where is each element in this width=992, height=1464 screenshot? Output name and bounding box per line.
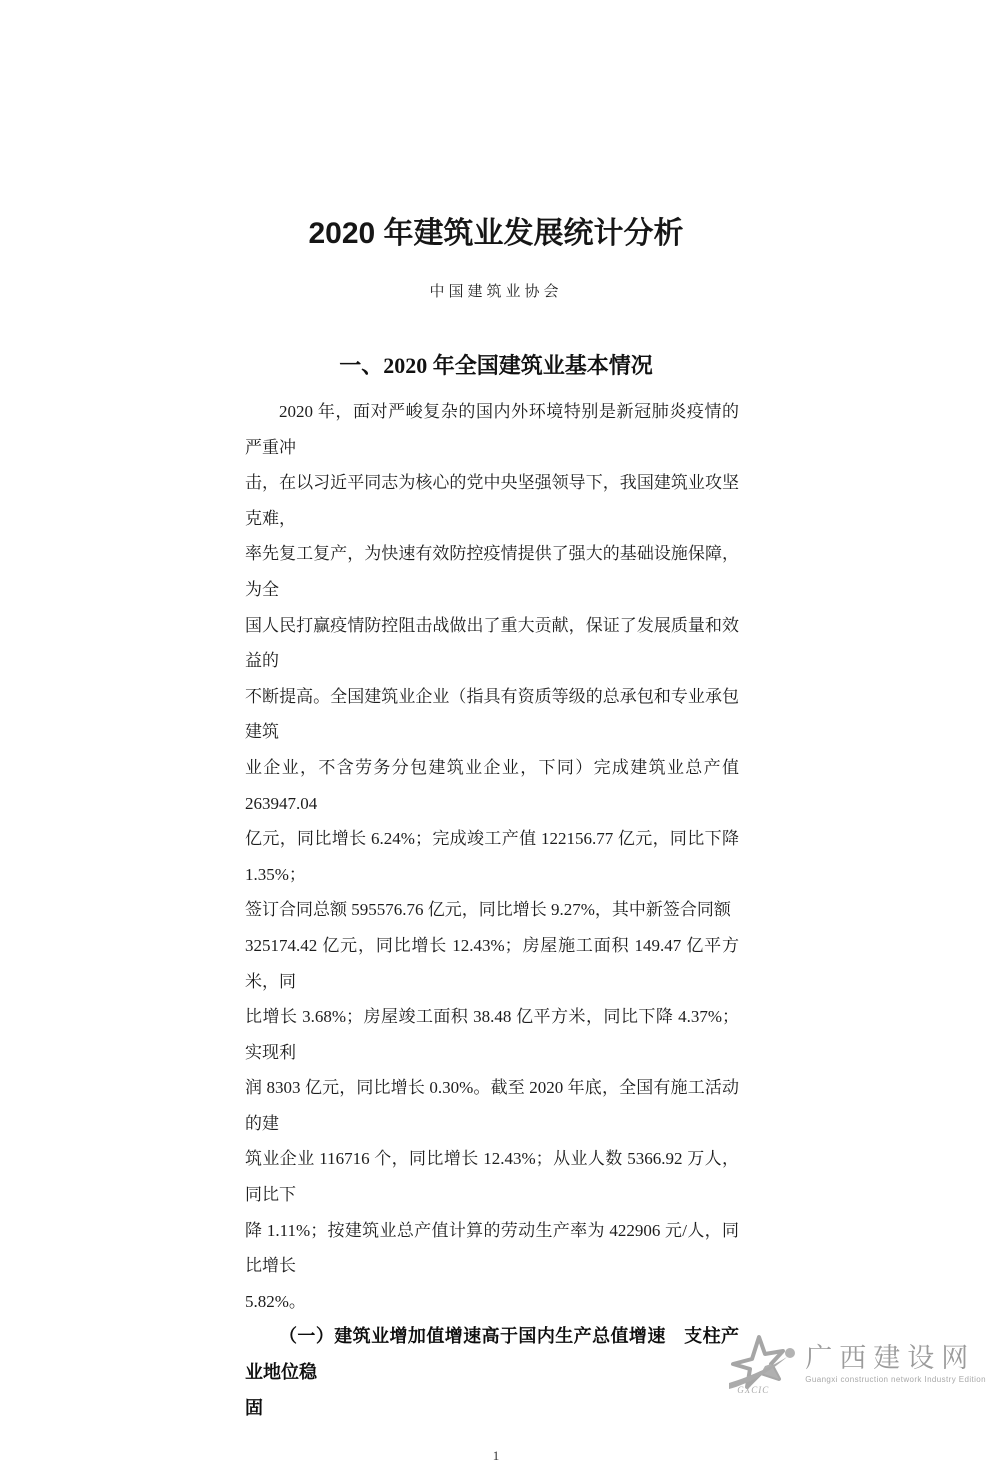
- body-line: 325174.42 亿元，同比增长 12.43%；房屋施工面积 149.47 亿平方米，同: [245, 935, 739, 991]
- body-line: 降 1.11%；按建筑业总产值计算的劳动生产率为 422906 元/人，同比增长: [245, 1220, 739, 1276]
- body-line: 不断提高。全国建筑业企业（指具有资质等级的总承包和专业承包建筑: [245, 686, 739, 742]
- watermark-tagline: Guangxi construction network Industry Edition: [805, 1375, 986, 1384]
- subsection-heading-continued: 固: [245, 1397, 263, 1418]
- subsection-heading: （一）建筑业增加值增速高于国内生产总值增速 支柱产业地位稳: [245, 1326, 739, 1383]
- body-line: 2020 年，面对严峻复杂的国内外环境特别是新冠肺炎疫情的严重冲: [245, 402, 739, 457]
- body-line: 5.82%。: [245, 1291, 306, 1311]
- watermark: [721, 1333, 986, 1395]
- logo-text: GXCIC: [737, 1385, 770, 1395]
- document-author: 中国建筑业协会: [429, 284, 563, 300]
- body-line: 润 8303 亿元，同比增长 0.30%。截至 2020 年底，全国有施工活动的建: [245, 1078, 739, 1133]
- page-number: 1: [492, 1448, 500, 1464]
- body-line: 国人民打赢疫情防控阻击战做出了重大贡献，保证了发展质量和效益的: [245, 615, 739, 671]
- body-line: 比增长 3.68%；房屋竣工面积 38.48 亿平方米，同比下降 4.37%；实现利: [245, 1007, 739, 1062]
- watermark-site-name: 广西建设网: [805, 1343, 976, 1373]
- body-line: 击，在以习近平同志为核心的党中央坚强领导下，我国建筑业攻坚克难，: [245, 473, 739, 528]
- body-line: 签订合同总额 595576.76 亿元，同比增长 9.27%，其中新签合同额: [245, 900, 731, 920]
- body-line: 率先复工复产，为快速有效防控疫情提供了强大的基础设施保障，为全: [245, 544, 739, 599]
- watermark-text: [805, 1344, 986, 1384]
- star-logo-icon: [721, 1333, 799, 1395]
- body-line: 筑业企业 116716 个，同比增长 12.43%；从业人数 5366.92 万人，同比下: [245, 1149, 739, 1205]
- page-title: 2020 年建筑业发展统计分析: [308, 217, 684, 250]
- body-paragraph: [245, 394, 739, 1426]
- body-line: 亿元，同比增长 6.24%；完成竣工产值 122156.77 亿元，同比下降 1.35%；: [245, 829, 739, 884]
- body-line: 业企业，不含劳务分包建筑业企业，下同）完成建筑业总产值 263947.04: [245, 757, 739, 813]
- section-heading: 一、2020 年全国建筑业基本情况: [339, 353, 653, 378]
